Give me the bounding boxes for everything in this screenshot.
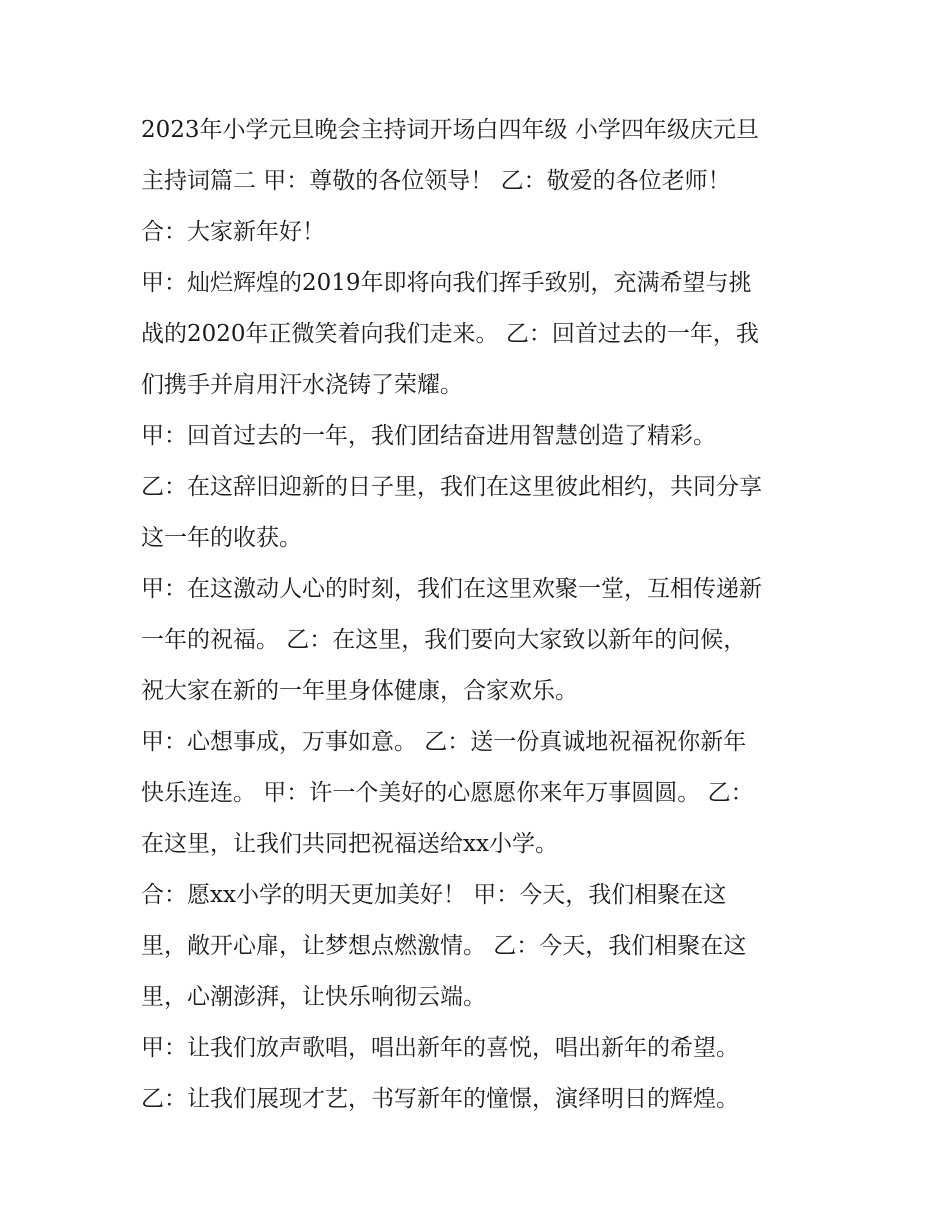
text-line-12: 祝大家在新的一年里身体健康，合家欢乐。	[141, 678, 578, 704]
text-line-9: 这一年的收获。	[141, 525, 302, 551]
text-line-15: 在这里，让我们共同把祝福送给xx小学。	[141, 831, 558, 857]
text-line-1: 2023年小学元旦晚会主持词开场白四年级 小学四年级庆元旦	[141, 117, 759, 143]
text-line-18: 里，心潮澎湃，让快乐响彻云端。	[141, 984, 486, 1010]
text-line-16: 合：愿xx小学的明天更加美好！ 甲：今天，我们相聚在这	[141, 882, 727, 908]
text-line-6: 们携手并肩用汗水浇铸了荣耀。	[141, 372, 463, 398]
text-line-13: 甲：心想事成，万事如意。 乙：送一份真诚地祝福祝你新年	[141, 729, 747, 755]
text-line-20: 乙：让我们展现才艺，书写新年的憧憬，演绎明日的辉煌。	[141, 1086, 739, 1112]
text-line-2: 主持词篇二 甲：尊敬的各位领导！ 乙：敬爱的各位老师！	[141, 168, 731, 194]
text-line-17: 里，敞开心扉，让梦想点燃激情。 乙：今天，我们相聚在这	[141, 933, 747, 959]
text-line-10: 甲：在这激动人心的时刻，我们在这里欢聚一堂，互相传递新	[141, 576, 762, 602]
text-line-8: 乙：在这辞旧迎新的日子里，我们在这里彼此相约，共同分享	[141, 474, 762, 500]
text-line-5: 战的2020年正微笑着向我们走来。 乙：回首过去的一年，我	[141, 321, 759, 347]
text-line-14: 快乐连连。 甲：许一个美好的心愿愿你来年万事圆圆。 乙：	[141, 780, 754, 806]
document-body	[141, 105, 831, 1125]
text-line-3: 合：大家新年好！	[141, 219, 325, 245]
text-line-19: 甲：让我们放声歌唱，唱出新年的喜悦，唱出新年的希望。	[141, 1035, 739, 1061]
text-line-4: 甲：灿烂辉煌的2019年即将向我们挥手致别，充满希望与挑	[141, 270, 752, 296]
text-line-11: 一年的祝福。 乙：在这里，我们要向大家致以新年的问候，	[141, 627, 747, 653]
text-line-7: 甲：回首过去的一年，我们团结奋进用智慧创造了精彩。	[141, 423, 716, 449]
